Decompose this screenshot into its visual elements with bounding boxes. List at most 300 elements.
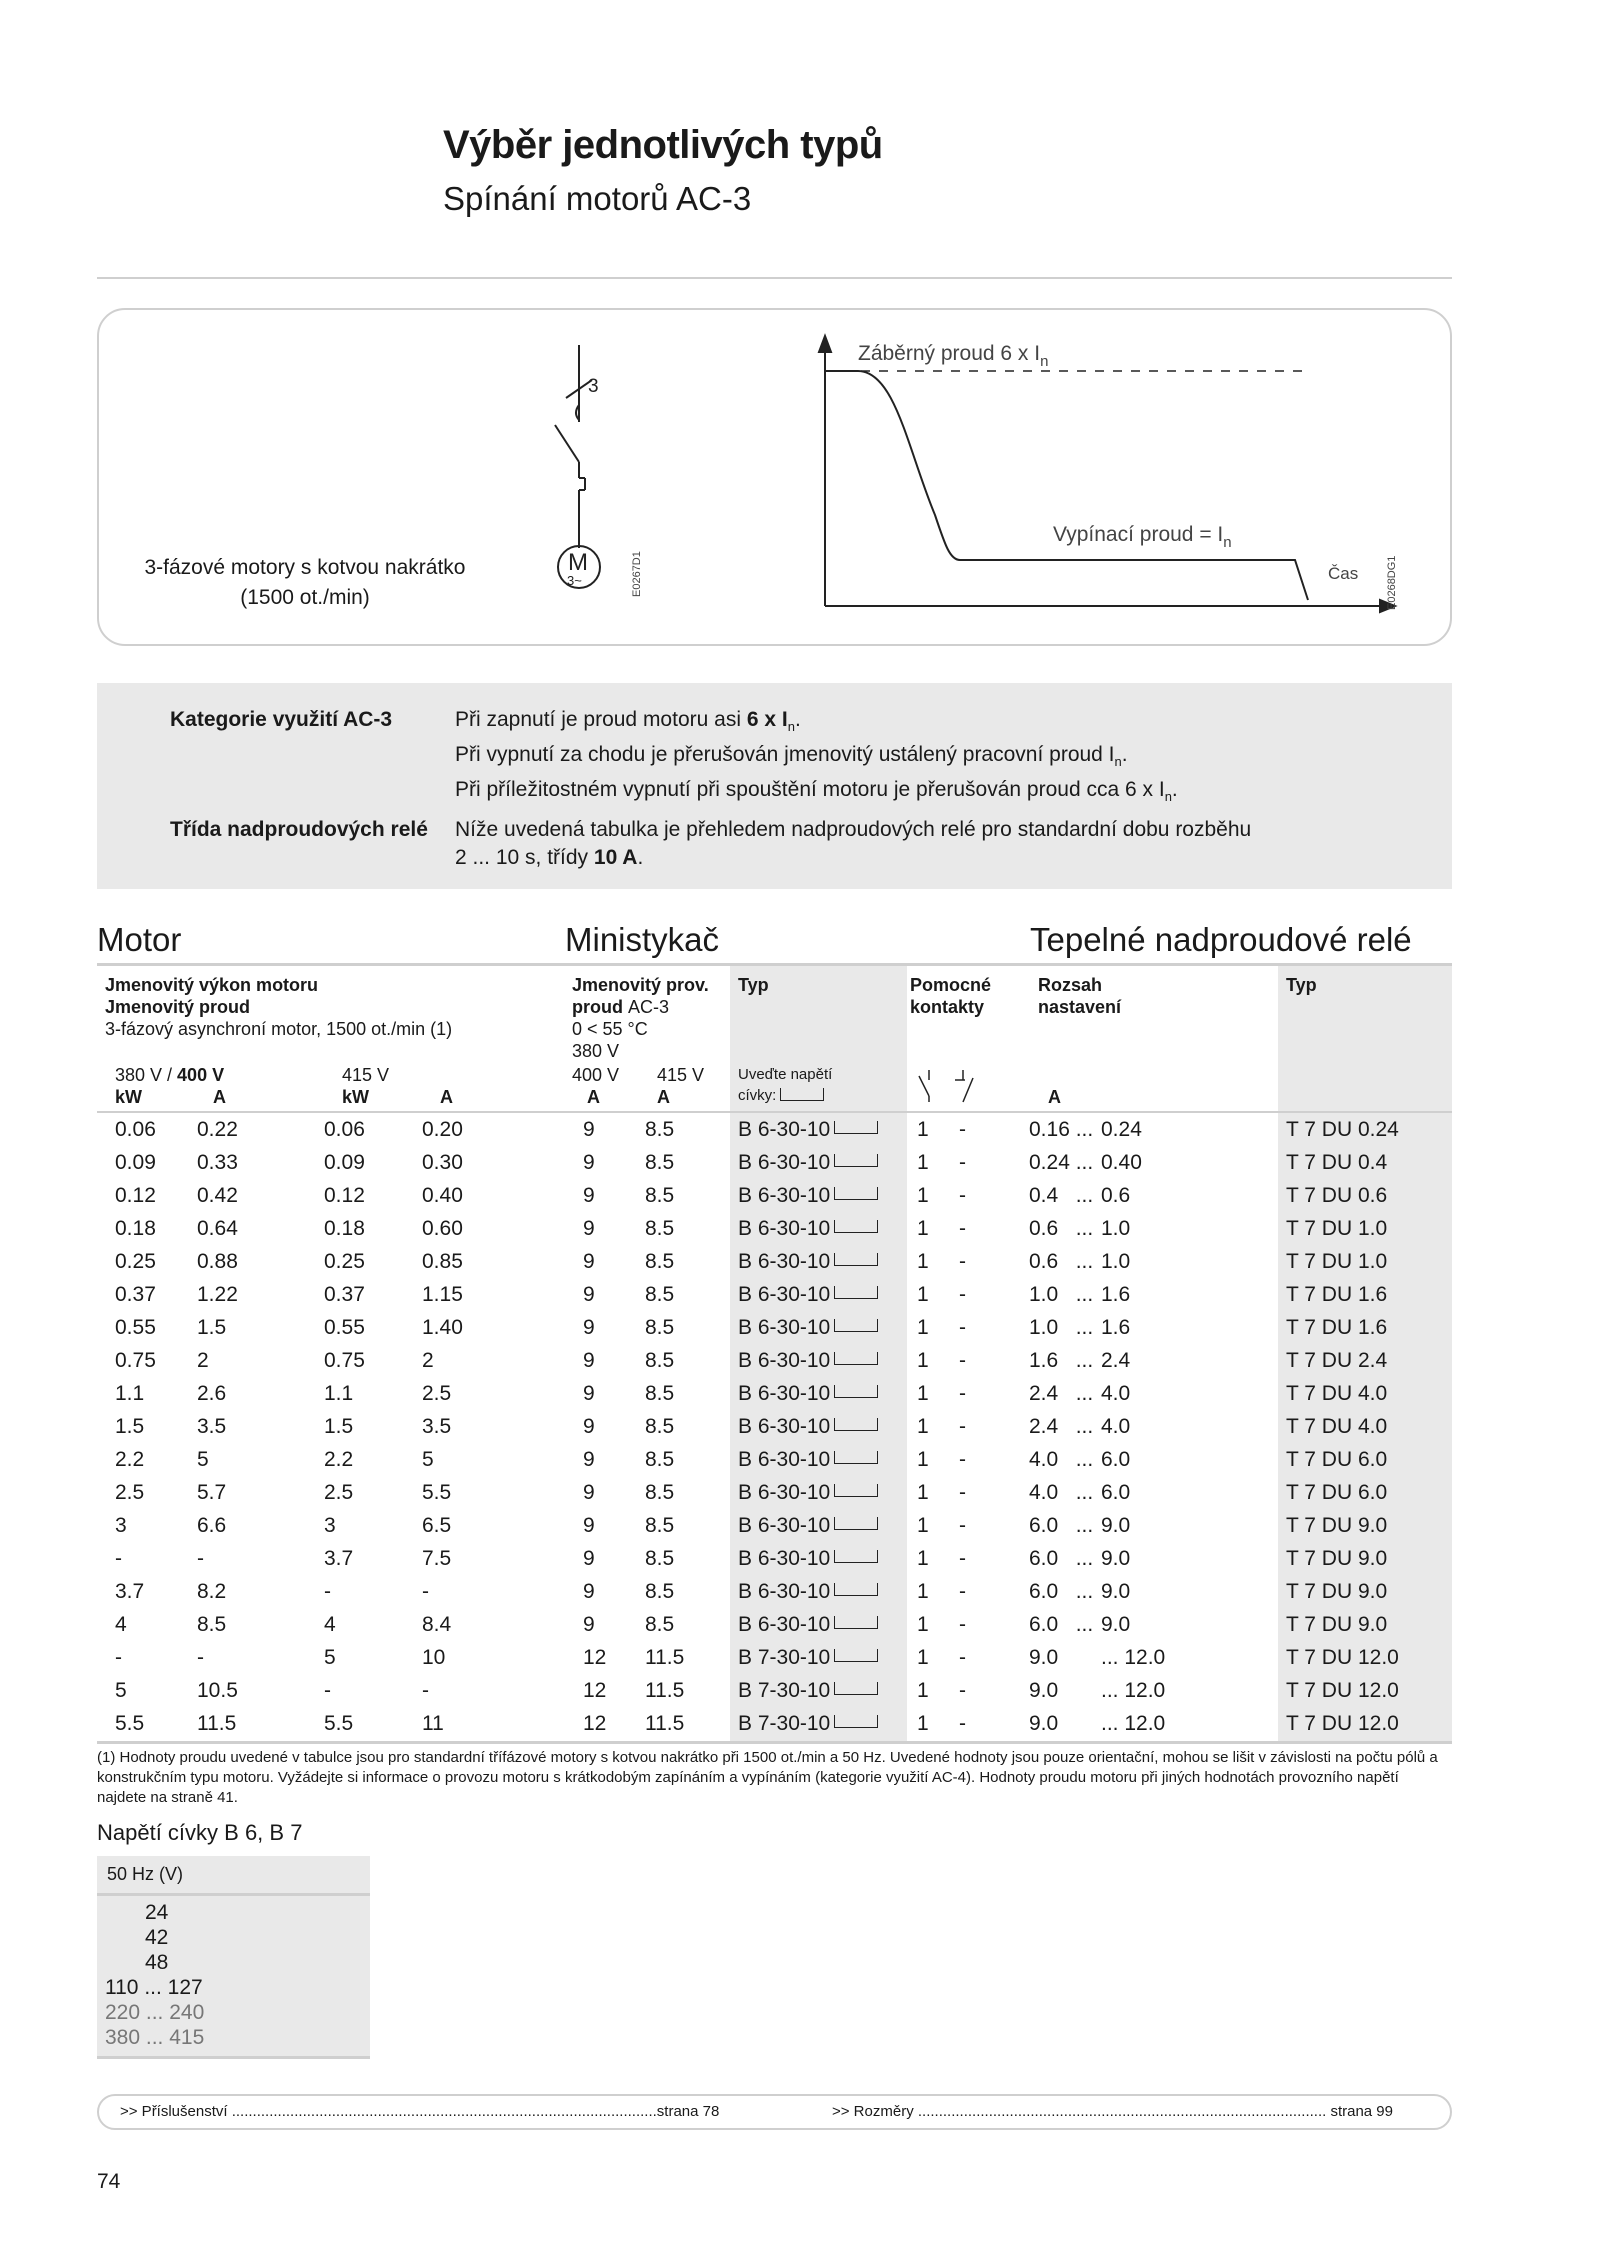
code-left: E0267D1	[631, 551, 643, 597]
cell-r2: 1.0	[1101, 1249, 1131, 1273]
cell-a2: 11	[422, 1711, 444, 1735]
cell-cb: 8.5	[645, 1381, 675, 1405]
cell-kw1: 0.06	[115, 1117, 156, 1141]
table-row	[97, 1245, 1452, 1278]
cell-nc: -	[959, 1678, 966, 1702]
cell-kw1: 0.18	[115, 1216, 156, 1240]
cell-kw1: 5.5	[115, 1711, 145, 1735]
cell-r1: 1.0 ...	[1029, 1282, 1094, 1306]
cell-a2: 1.15	[422, 1282, 463, 1306]
table-row	[97, 1278, 1452, 1311]
cell-cb: 8.5	[645, 1579, 675, 1603]
phase-count: 3	[588, 376, 599, 397]
motor-symbol: M	[568, 549, 588, 576]
cell-a1: 0.33	[197, 1150, 238, 1174]
cell-rt: T 7 DU 12.0	[1286, 1678, 1399, 1702]
code-right: E0268DG1	[1386, 555, 1398, 610]
cell-nc: -	[959, 1711, 966, 1735]
coil-symbol-icon	[834, 1253, 878, 1266]
kw-unit-2: kW	[342, 1087, 369, 1107]
coil-title: Napětí cívky B 6, B 7	[97, 1820, 303, 1845]
cell-a1: 8.5	[197, 1612, 227, 1636]
cell-ca: 9	[583, 1546, 595, 1570]
cell-no: 1	[917, 1513, 929, 1537]
voltage-415: 415 V	[342, 1065, 390, 1085]
cell-a1: 1.5	[197, 1315, 227, 1339]
cell-no: 1	[917, 1282, 929, 1306]
coil-voltage: 48	[145, 1951, 169, 1974]
cell-kw2: 4	[324, 1612, 336, 1636]
cell-r1: 1.6 ...	[1029, 1348, 1094, 1372]
cell-r2: ... 12.0	[1101, 1711, 1166, 1735]
cell-no: 1	[917, 1183, 929, 1207]
accessories-link[interactable]: >> Příslušenství ......................................................................................................strana 78	[120, 2103, 720, 2120]
cell-ca: 9	[583, 1414, 595, 1438]
cell-no: 1	[917, 1315, 929, 1339]
cell-typ: B 6-30-10	[730, 1113, 907, 1146]
cell-typ: B 7-30-10	[730, 1674, 907, 1707]
cell-r2: 6.0	[1101, 1447, 1131, 1471]
motor-header: Jmenovitý výkon motoru Jmenovitý proud 3-fázový asynchroní motor, 1500 ot./min (1)	[105, 975, 453, 1039]
cell-a1: 0.22	[197, 1117, 238, 1141]
cell-a1: -	[197, 1546, 204, 1570]
table-bottom-divider	[97, 1741, 1452, 1744]
cell-rt: T 7 DU 0.24	[1286, 1117, 1399, 1141]
coil-symbol-icon	[834, 1352, 878, 1365]
cell-a2: 8.4	[422, 1612, 452, 1636]
cell-typ: B 6-30-10	[730, 1542, 907, 1575]
cell-r1: 0.4 ...	[1029, 1183, 1094, 1207]
cell-typ: B 6-30-10	[730, 1311, 907, 1344]
cell-cb: 8.5	[645, 1480, 675, 1504]
cell-cb: 8.5	[645, 1117, 675, 1141]
cell-rt: T 7 DU 1.6	[1286, 1315, 1388, 1339]
table-row	[97, 1674, 1452, 1707]
cell-a2: -	[422, 1579, 429, 1603]
cell-kw2: 0.18	[324, 1216, 365, 1240]
cell-no: 1	[917, 1447, 929, 1471]
cell-r2: 4.0	[1101, 1381, 1131, 1405]
cell-cb: 8.5	[645, 1612, 675, 1636]
cell-no: 1	[917, 1645, 929, 1669]
cell-ca: 9	[583, 1579, 595, 1603]
cell-kw1: 1.5	[115, 1414, 145, 1438]
cell-cb: 8.5	[645, 1249, 675, 1273]
cell-kw2: 5.5	[324, 1711, 354, 1735]
cell-rt: T 7 DU 9.0	[1286, 1513, 1388, 1537]
cell-r1: 2.4 ...	[1029, 1414, 1094, 1438]
cell-a2: 0.20	[422, 1117, 463, 1141]
cell-nc: -	[959, 1216, 966, 1240]
cell-a1: 6.6	[197, 1513, 227, 1537]
table-row	[97, 1410, 1452, 1443]
cell-r1: 6.0 ...	[1029, 1513, 1094, 1537]
cell-kw2: 3.7	[324, 1546, 354, 1570]
cell-typ: B 6-30-10	[730, 1377, 907, 1410]
cell-nc: -	[959, 1645, 966, 1669]
cell-a1: 2	[197, 1348, 209, 1372]
cell-a2: 2.5	[422, 1381, 452, 1405]
cell-a2: 3.5	[422, 1414, 452, 1438]
table-row	[97, 1377, 1452, 1410]
table-row	[97, 1707, 1452, 1740]
cell-r1: 4.0 ...	[1029, 1480, 1094, 1504]
cell-a2: 6.5	[422, 1513, 452, 1537]
cell-rt: T 7 DU 2.4	[1286, 1348, 1388, 1372]
footnote: (1) Hodnoty proudu uvedené v tabulce jsou pro standardní třífázové motory s kotvou nakrátko při 1500 ot./min a 50 Hz. Uvedené hodnoty jsou pouze orientační, mohou se lišit v závislosti na počtu pólů a konstrukčním typu motoru. Vyžádejte si informace o provozu motoru s krátkodobým zapínáním a vypínáním (kategorie využití AC-4). Hodnoty proudu motoru při jiných hodnotách provozního napětí najdete na straně 41.	[97, 1749, 1438, 1806]
cell-kw2: 0.12	[324, 1183, 365, 1207]
cell-rt: T 7 DU 1.6	[1286, 1282, 1388, 1306]
cell-r2: 9.0	[1101, 1612, 1131, 1636]
typ-header: Typ	[738, 975, 769, 995]
coil-symbol-icon	[834, 1550, 878, 1563]
cell-cb: 8.5	[645, 1315, 675, 1339]
coil-symbol-icon	[834, 1517, 878, 1530]
cell-typ: B 6-30-10	[730, 1179, 907, 1212]
cell-r2: 6.0	[1101, 1480, 1131, 1504]
cell-rt: T 7 DU 9.0	[1286, 1612, 1388, 1636]
section-relay: Tepelné nadproudové relé	[1030, 921, 1412, 958]
cell-kw1: 4	[115, 1612, 127, 1636]
cell-nc: -	[959, 1117, 966, 1141]
cell-r1: 0.6 ...	[1029, 1216, 1094, 1240]
cell-nc: -	[959, 1579, 966, 1603]
cell-kw2: 2.2	[324, 1447, 354, 1471]
cell-typ: B 6-30-10	[730, 1575, 907, 1608]
cell-nc: -	[959, 1348, 966, 1372]
cell-kw1: 2.2	[115, 1447, 145, 1471]
range-unit: A	[1048, 1087, 1061, 1107]
cell-cb: 8.5	[645, 1183, 675, 1207]
coil-voltage: 42	[145, 1926, 169, 1949]
cell-r2: 0.6	[1101, 1183, 1131, 1207]
coil-symbol-icon	[834, 1187, 878, 1200]
cell-no: 1	[917, 1546, 929, 1570]
page-subtitle: Spínání motorů AC-3	[443, 180, 752, 217]
cell-kw2: -	[324, 1579, 331, 1603]
coil-symbol-icon	[834, 1616, 878, 1629]
selection-table	[97, 1113, 1452, 1740]
cell-cb: 11.5	[645, 1711, 685, 1735]
cell-ca: 9	[583, 1282, 595, 1306]
cell-kw2: 1.1	[324, 1381, 354, 1405]
cell-r2: 0.40	[1101, 1150, 1142, 1174]
cell-a1: 0.64	[197, 1216, 238, 1240]
current-graph	[819, 336, 1395, 612]
page-title: Výběr jednotlivých typů	[443, 123, 883, 167]
motor-symbol-sub: 3~	[567, 573, 582, 588]
category-text: Při zapnutí je proud motoru asi 6 x $I_n$. Při vypnutí za chodu je přerušován jmenovitý ustálený pracovní proud $I_n$. Při příležitostném vypnutí při spouštění motoru je přerušován proud cca 6 x $I_n$.	[455, 708, 1178, 805]
cell-typ: B 6-30-10	[730, 1509, 907, 1542]
cell-r2: 1.0	[1101, 1216, 1131, 1240]
cell-a1: 0.88	[197, 1249, 238, 1273]
coil-voltage: 220 ... 240	[105, 2001, 205, 2024]
cell-a1: 1.22	[197, 1282, 238, 1306]
coil-symbol-icon	[834, 1682, 878, 1695]
cell-rt: T 7 DU 4.0	[1286, 1414, 1388, 1438]
cell-kw2: 0.55	[324, 1315, 365, 1339]
cell-a1: 11.5	[197, 1711, 237, 1735]
table-row	[97, 1344, 1452, 1377]
cell-kw2: 3	[324, 1513, 336, 1537]
cell-typ: B 6-30-10	[730, 1278, 907, 1311]
cell-r2: 9.0	[1101, 1579, 1131, 1603]
cell-no: 1	[917, 1348, 929, 1372]
contactor-header: Jmenovitý prov. proud AC-3 0 < 55 °C 380 V	[572, 975, 709, 1061]
cell-cb: 11.5	[645, 1678, 685, 1702]
cell-no: 1	[917, 1480, 929, 1504]
table-row	[97, 1608, 1452, 1641]
a-unit-3: A	[587, 1087, 600, 1107]
table-row	[97, 1509, 1452, 1542]
cell-rt: T 7 DU 1.0	[1286, 1249, 1388, 1273]
cell-no: 1	[917, 1711, 929, 1735]
cell-ca: 9	[583, 1216, 595, 1240]
cell-ca: 9	[583, 1480, 595, 1504]
cell-kw2: 0.75	[324, 1348, 365, 1372]
coil-symbol-icon	[834, 1319, 878, 1332]
cell-nc: -	[959, 1612, 966, 1636]
cell-cb: 8.5	[645, 1216, 675, 1240]
cell-nc: -	[959, 1513, 966, 1537]
cell-ca: 12	[583, 1711, 607, 1735]
cell-nc: -	[959, 1414, 966, 1438]
cell-a1: 5	[197, 1447, 209, 1471]
cell-r1: 6.0 ...	[1029, 1612, 1094, 1636]
table-row	[97, 1212, 1452, 1245]
a-unit-1: A	[213, 1087, 226, 1107]
motor-label-line2: (1500 ot./min)	[240, 586, 370, 609]
cell-nc: -	[959, 1249, 966, 1273]
cell-a2: -	[422, 1678, 429, 1702]
cell-ca: 9	[583, 1348, 595, 1372]
voltage-380-400: 380 V / 400 V	[115, 1065, 225, 1085]
cell-r1: 1.0 ...	[1029, 1315, 1094, 1339]
table-row	[97, 1476, 1452, 1509]
cell-rt: T 7 DU 0.4	[1286, 1150, 1388, 1174]
coil-voltage: 380 ... 415	[105, 2026, 205, 2049]
cell-kw1: 3.7	[115, 1579, 145, 1603]
cell-kw2: -	[324, 1678, 331, 1702]
cell-typ: B 6-30-10	[730, 1443, 907, 1476]
cell-cb: 11.5	[645, 1645, 685, 1669]
cell-kw2: 5	[324, 1645, 336, 1669]
cell-r1: 0.24 ...	[1029, 1150, 1094, 1174]
cell-a2: 10	[422, 1645, 446, 1669]
table-row	[97, 1641, 1452, 1674]
relay-typ-header: Typ	[1286, 975, 1317, 995]
cell-a2: 1.40	[422, 1315, 463, 1339]
coil-symbol-icon	[780, 1088, 824, 1101]
cell-kw1: 0.12	[115, 1183, 156, 1207]
cell-ca: 9	[583, 1447, 595, 1471]
cell-cb: 8.5	[645, 1513, 675, 1537]
cell-kw1: 0.37	[115, 1282, 156, 1306]
coil-table	[97, 1856, 370, 2059]
table-row	[97, 1113, 1452, 1146]
cell-kw1: 0.55	[115, 1315, 156, 1339]
cell-cb: 8.5	[645, 1348, 675, 1372]
cell-r1: 6.0 ...	[1029, 1579, 1094, 1603]
cell-r2: 2.4	[1101, 1348, 1131, 1372]
cell-kw1: -	[115, 1645, 122, 1669]
cell-kw1: 0.09	[115, 1150, 156, 1174]
cell-no: 1	[917, 1117, 929, 1141]
cell-kw1: 0.75	[115, 1348, 156, 1372]
cell-cb: 8.5	[645, 1282, 675, 1306]
cell-r1: 6.0 ...	[1029, 1546, 1094, 1570]
cell-rt: T 7 DU 9.0	[1286, 1579, 1388, 1603]
coil-note-2: cívky:	[738, 1087, 824, 1104]
cell-a2: 0.85	[422, 1249, 463, 1273]
cell-rt: T 7 DU 1.0	[1286, 1216, 1388, 1240]
coil-head: 50 Hz (V)	[97, 1856, 370, 1896]
cell-kw1: 3	[115, 1513, 127, 1537]
coil-symbol-icon	[834, 1715, 878, 1728]
cell-r1: 9.0	[1029, 1645, 1059, 1669]
cell-r2: 9.0	[1101, 1546, 1131, 1570]
table-row	[97, 1542, 1452, 1575]
cell-nc: -	[959, 1381, 966, 1405]
coil-voltage: 24	[145, 1901, 169, 1924]
cell-no: 1	[917, 1579, 929, 1603]
table-row	[97, 1179, 1452, 1212]
cell-ca: 9	[583, 1381, 595, 1405]
cell-r1: 0.16 ...	[1029, 1117, 1094, 1141]
cell-ca: 9	[583, 1150, 595, 1174]
coil-symbol-icon	[834, 1649, 878, 1662]
coil-note-1: Uveďte napětí	[738, 1066, 833, 1083]
cell-typ: B 6-30-10	[730, 1146, 907, 1179]
cell-kw1: 0.25	[115, 1249, 156, 1273]
cell-ca: 9	[583, 1513, 595, 1537]
cell-kw1: 1.1	[115, 1381, 145, 1405]
section-motor: Motor	[97, 921, 182, 958]
range-header: Rozsah nastavení	[1038, 975, 1122, 1017]
coil-symbol-icon	[834, 1583, 878, 1596]
cell-cb: 8.5	[645, 1546, 675, 1570]
table-row	[97, 1146, 1452, 1179]
cell-nc: -	[959, 1480, 966, 1504]
wiring-and-current-diagram	[0, 0, 1600, 700]
table-row	[97, 1575, 1452, 1608]
cell-r2: 4.0	[1101, 1414, 1131, 1438]
cell-r2: ... 12.0	[1101, 1678, 1166, 1702]
cell-kw2: 0.09	[324, 1150, 365, 1174]
coil-symbol-icon	[834, 1286, 878, 1299]
cell-ca: 9	[583, 1117, 595, 1141]
cell-a1: 0.42	[197, 1183, 238, 1207]
cell-rt: T 7 DU 4.0	[1286, 1381, 1388, 1405]
coil-symbol-icon	[834, 1418, 878, 1431]
cell-typ: B 7-30-10	[730, 1641, 907, 1674]
cell-rt: T 7 DU 6.0	[1286, 1480, 1388, 1504]
cell-nc: -	[959, 1183, 966, 1207]
cell-kw1: 2.5	[115, 1480, 145, 1504]
cell-r2: 0.24	[1101, 1117, 1142, 1141]
cell-ca: 12	[583, 1678, 607, 1702]
cell-a1: 5.7	[197, 1480, 227, 1504]
cell-r1: 9.0	[1029, 1678, 1059, 1702]
cell-rt: T 7 DU 9.0	[1286, 1546, 1388, 1570]
cell-ca: 9	[583, 1249, 595, 1273]
cell-nc: -	[959, 1150, 966, 1174]
cell-r2: 1.6	[1101, 1282, 1131, 1306]
cell-typ: B 7-30-10	[730, 1707, 907, 1740]
cell-nc: -	[959, 1282, 966, 1306]
cell-a1: -	[197, 1645, 204, 1669]
cell-typ: B 6-30-10	[730, 1410, 907, 1443]
dimensions-link[interactable]: >> Rozměry .................................................................................................. strana 99	[832, 2103, 1393, 2120]
trip-current-label: Vypínací proud = $I_n$	[1053, 523, 1232, 551]
cell-ca: 12	[583, 1645, 607, 1669]
cell-r2: 1.6	[1101, 1315, 1131, 1339]
cell-nc: -	[959, 1447, 966, 1471]
cell-rt: T 7 DU 6.0	[1286, 1447, 1388, 1471]
cell-ca: 9	[583, 1183, 595, 1207]
cell-kw2: 2.5	[324, 1480, 354, 1504]
table-row	[97, 1443, 1452, 1476]
section-contactor: Ministykač	[565, 921, 720, 958]
cell-typ: B 6-30-10	[730, 1608, 907, 1641]
category-label: Kategorie využití AC-3	[170, 708, 393, 731]
cell-r2: 9.0	[1101, 1513, 1131, 1537]
cell-no: 1	[917, 1678, 929, 1702]
cell-a2: 5	[422, 1447, 434, 1471]
cell-no: 1	[917, 1249, 929, 1273]
cell-a2: 5.5	[422, 1480, 452, 1504]
startup-current-label: Záběrný proud 6 x $I_n$	[858, 342, 1049, 370]
cell-a1: 10.5	[197, 1678, 238, 1702]
coil-symbol-icon	[834, 1220, 878, 1233]
coil-symbol-icon	[834, 1154, 878, 1167]
coil-voltage: 110 ... 127	[105, 1976, 203, 1999]
cell-kw1: -	[115, 1546, 122, 1570]
cell-rt: T 7 DU 12.0	[1286, 1711, 1399, 1735]
cell-ca: 9	[583, 1612, 595, 1636]
cell-a2: 7.5	[422, 1546, 452, 1570]
cell-a1: 3.5	[197, 1414, 227, 1438]
cell-a2: 2	[422, 1348, 434, 1372]
cell-typ: B 6-30-10	[730, 1476, 907, 1509]
cell-nc: -	[959, 1546, 966, 1570]
cell-typ: B 6-30-10	[730, 1344, 907, 1377]
a-unit-4: A	[657, 1087, 670, 1107]
table-row	[97, 1311, 1452, 1344]
cell-ca: 9	[583, 1315, 595, 1339]
page-number: 74	[97, 2170, 121, 2193]
contactor-415v: 415 V	[657, 1065, 705, 1085]
aux-header: Pomocné kontakty	[910, 975, 992, 1017]
cell-no: 1	[917, 1216, 929, 1240]
cell-kw2: 1.5	[324, 1414, 354, 1438]
relay-class-label: Třída nadproudových relé	[170, 818, 428, 841]
cell-rt: T 7 DU 12.0	[1286, 1645, 1399, 1669]
cell-cb: 8.5	[645, 1150, 675, 1174]
coil-symbol-icon	[834, 1121, 878, 1134]
cell-no: 1	[917, 1150, 929, 1174]
aux-contact-icon	[915, 1066, 975, 1106]
kw-unit-1: kW	[115, 1087, 142, 1107]
cell-kw2: 0.37	[324, 1282, 365, 1306]
cell-kw1: 5	[115, 1678, 127, 1702]
cell-r1: 2.4 ...	[1029, 1381, 1094, 1405]
cell-a2: 0.30	[422, 1150, 463, 1174]
cell-r1: 0.6 ...	[1029, 1249, 1094, 1273]
cell-r1: 4.0 ...	[1029, 1447, 1094, 1471]
cell-r1: 9.0	[1029, 1711, 1059, 1735]
coil-symbol-icon	[834, 1385, 878, 1398]
